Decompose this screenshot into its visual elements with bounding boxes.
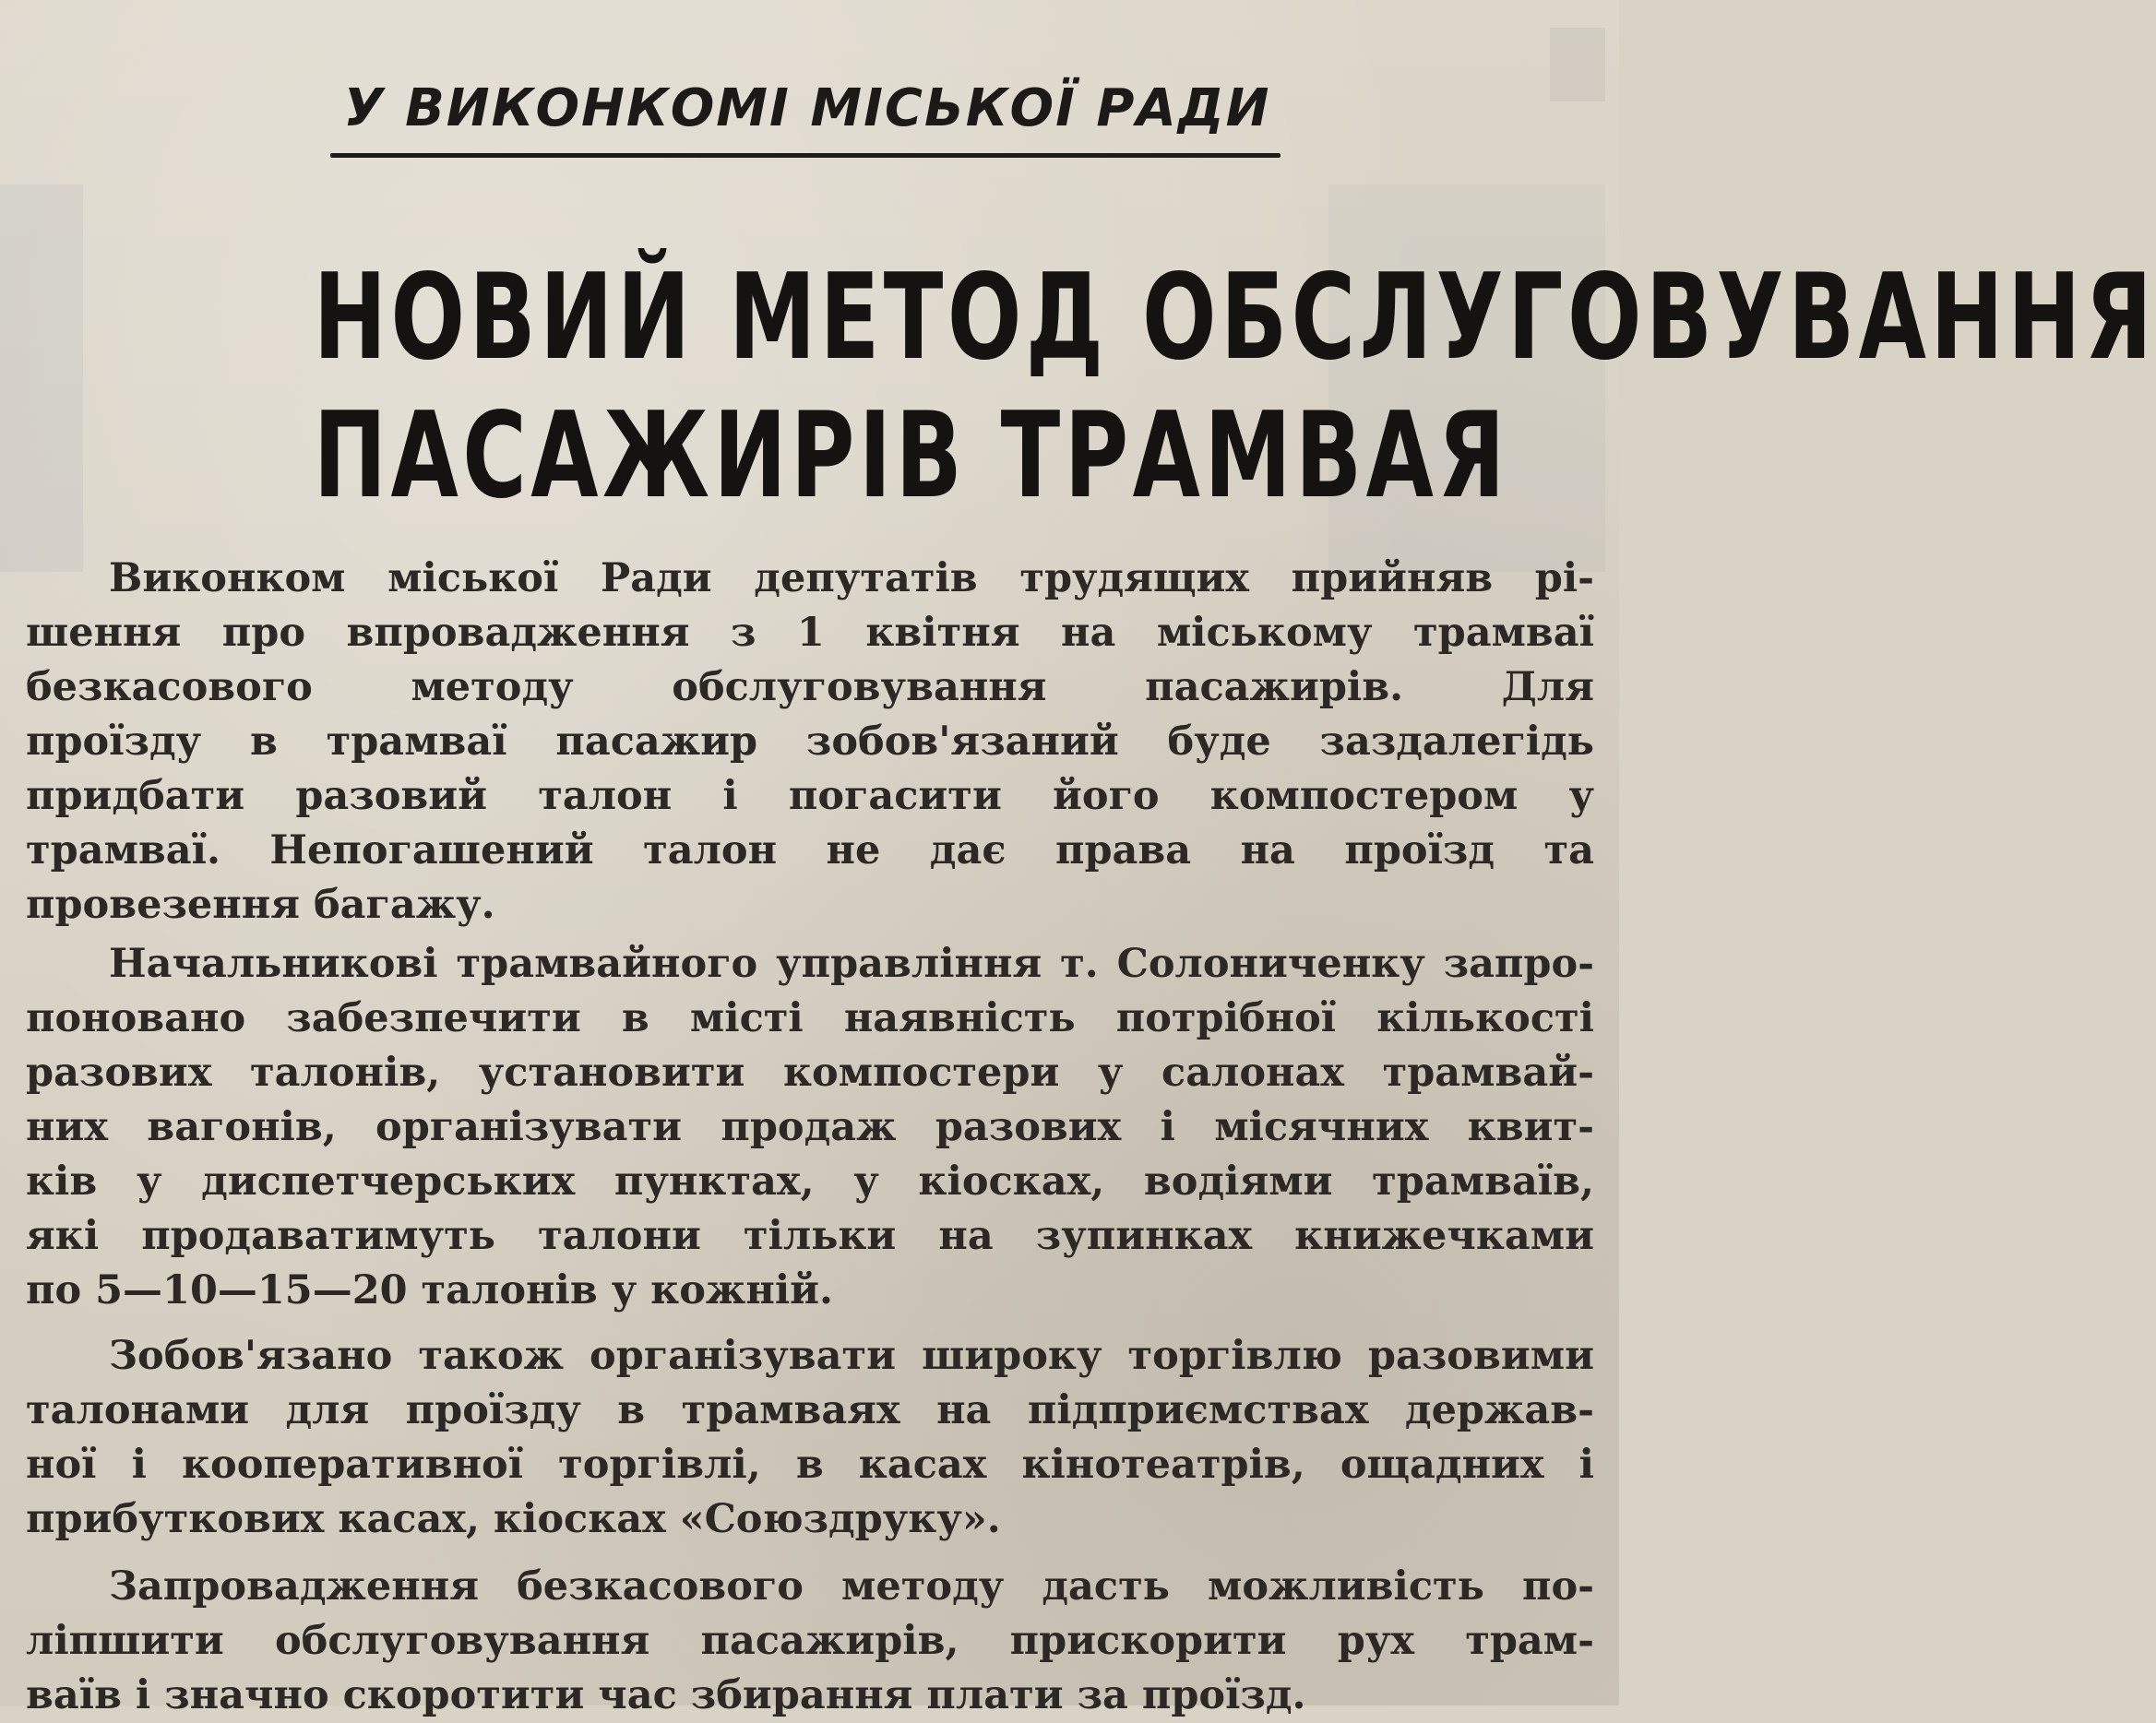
bleed-through-ink <box>1550 28 1605 101</box>
text-line: по 5—10—15—20 талонів у кожній. <box>26 1267 834 1313</box>
paragraph-1 <box>26 552 1594 933</box>
text-line: них вагонів, організувати продаж разових і місячних квит- <box>26 1104 1594 1150</box>
text-line: шення про впровадження з 1 квітня на міському трамваї <box>26 610 1594 656</box>
text-line: ліпшити обслуговування пасажирів, прискорити рух трам- <box>26 1618 1594 1664</box>
text-line: ної і кооперативної торгівлі, в касах кінотеатрів, ощадних і <box>26 1442 1594 1488</box>
text-line: провезення багажу. <box>26 882 495 928</box>
text-line: Зобов'язано також організувати широку торгівлю разовими <box>109 1333 1594 1379</box>
text-line: прибуткових касах, кіосках «Союздруку». <box>26 1496 1001 1542</box>
text-line: разових талонів, установити компостери у салонах трамвай- <box>26 1050 1594 1096</box>
paragraph-2 <box>26 937 1594 1318</box>
headline-line-2: ПАСАЖИРІВ ТРАМВАЯ <box>313 387 1509 525</box>
article-body <box>26 552 1594 1723</box>
section-rubric: У ВИКОНКОМІ МІСЬКОЇ РАДИ <box>343 78 1271 138</box>
bleed-through-ink <box>0 184 83 572</box>
text-line: поновано забезпечити в місті наявність потрібної кількості <box>26 995 1594 1041</box>
text-line: Запровадження безкасового методу дасть можливість по- <box>109 1563 1594 1610</box>
paragraph-4 <box>26 1560 1594 1723</box>
text-line: ваїв і значно скоротити час збирання плати за проїзд. <box>26 1672 1306 1718</box>
text-line: Виконком міської Ради депутатів трудящих прийняв рі- <box>109 555 1594 601</box>
rubric-underline <box>330 153 1280 158</box>
text-line: проїзду в трамваї пасажир зобов'язаний буде заздалегідь <box>26 719 1594 765</box>
text-line: безкасового методу обслуговування пасажирів. Для <box>26 664 1594 710</box>
paragraph-3 <box>26 1329 1594 1547</box>
headline-line-1: НОВИЙ МЕТОД ОБСЛУГОВУВАННЯ <box>313 249 2156 386</box>
text-line: придбати разовий талон і погасити його компостером у <box>26 773 1594 819</box>
text-line: ків у диспетчерських пунктах, у кіосках, водіями трамваїв, <box>26 1159 1594 1205</box>
text-line: які продаватимуть талони тільки на зупинках книжечками <box>26 1213 1594 1259</box>
text-line: талонами для проїзду в трамваях на підприємствах держав- <box>26 1387 1594 1433</box>
text-line: трамваї. Непогашений талон не дає права на проїзд та <box>26 827 1594 873</box>
article-headline <box>313 249 2156 526</box>
text-line: Начальникові трамвайного управління т. Солониченку запро- <box>109 941 1594 987</box>
